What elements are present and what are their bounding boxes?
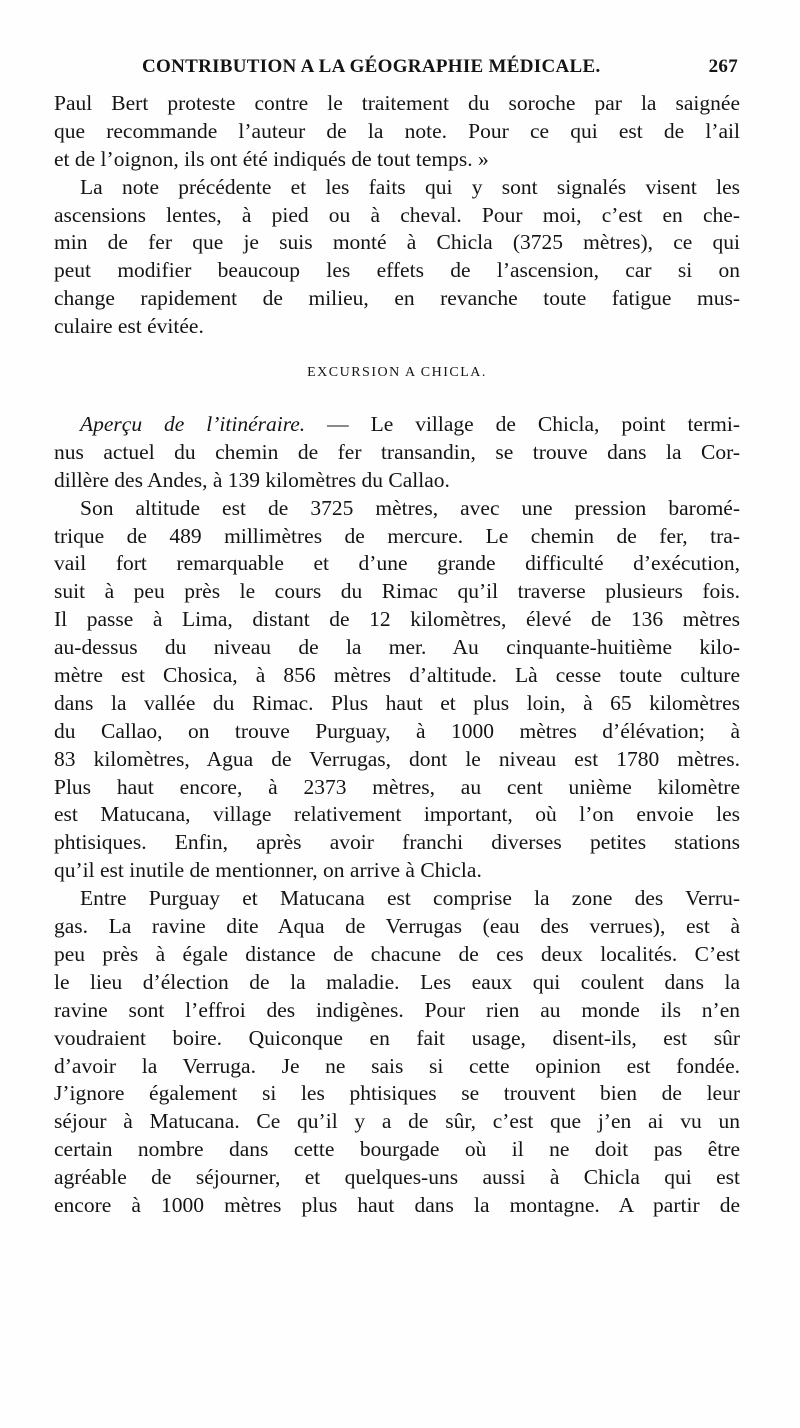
running-head xyxy=(142,56,738,84)
page-number: 267 xyxy=(708,56,738,77)
text-line: du Callao, on trouve Purguay, à 1000 mètres d’élévation; à xyxy=(54,718,740,743)
text-line: agréable de séjourner, et quelques-uns aussi à Chicla qui est xyxy=(54,1165,740,1190)
text-line: mètre est Chosica, à 856 mètres d’altitude. Là cesse toute culture xyxy=(54,663,740,688)
text-line: Entre Purguay et Matucana est comprise la zone des Verru- xyxy=(80,886,740,911)
text-line: encore à 1000 mètres plus haut dans la montagne. A partir de xyxy=(54,1192,740,1217)
body-text xyxy=(54,90,740,1220)
running-title: CONTRIBUTION A LA GÉOGRAPHIE MÉDICALE. xyxy=(142,56,601,77)
text-line: min de fer que je suis monté à Chicla (3725 mètres), ce qui xyxy=(54,230,740,255)
text-line: 83 kilomètres, Agua de Verrugas, dont le niveau est 1780 mètres. xyxy=(54,746,740,771)
subsection-heading: Aperçu de l’itinéraire. xyxy=(80,412,306,437)
text-line: J’ignore également si les phtisiques se trouvent bien de leur xyxy=(54,1081,740,1106)
text-line: que recommande l’auteur de la note. Pour ce qui est de l’ail xyxy=(54,118,740,143)
section-title: EXCURSION A CHICLA. xyxy=(307,365,487,381)
text-line: au-dessus du niveau de la mer. Au cinquante-huitième kilo- xyxy=(54,635,740,660)
text-line: Son altitude est de 3725 mètres, avec une pression baromé- xyxy=(80,495,740,520)
text-line: dillère des Andes, à 139 kilomètres du Callao. xyxy=(54,467,450,492)
text-line: qu’il est inutile de mentionner, on arrive à Chicla. xyxy=(54,858,482,883)
text-line: La note précédente et les faits qui y sont signalés visent les xyxy=(80,174,740,199)
text-line: ravine sont l’effroi des indigènes. Pour rien au monde ils n’en xyxy=(54,997,740,1022)
text-line: est Matucana, village relativement important, où l’on envoie les xyxy=(54,802,740,827)
text-line: le lieu d’élection de la maladie. Les eaux qui coulent dans la xyxy=(54,969,740,994)
text-line: séjour à Matucana. Ce qu’il y a de sûr, c’est que j’en ai vu un xyxy=(54,1109,740,1134)
text-line xyxy=(54,411,740,439)
text-line: et de l’oignon, ils ont été indiqués de tout temps. » xyxy=(54,146,489,171)
text-line: voudraient boire. Quiconque en fait usage, disent-ils, est sûr xyxy=(54,1025,740,1050)
text-line: dans la vallée du Rimac. Plus haut et plus loin, à 65 kilomètres xyxy=(54,690,740,715)
text-line: peu près à égale distance de chacune de ces deux localités. C’est xyxy=(54,941,740,966)
text-line: vail fort remarquable et d’une grande difficulté d’exécution, xyxy=(54,551,740,576)
text-line: Il passe à Lima, distant de 12 kilomètres, élevé de 136 mètres xyxy=(54,607,740,632)
text-line: certain nombre dans cette bourgade où il ne doit pas être xyxy=(54,1137,740,1162)
text-line: suit à peu près le cours du Rimac qu’il traverse plusieurs fois. xyxy=(54,579,740,604)
text-line: Plus haut encore, à 2373 mètres, au cent unième kilomètre xyxy=(54,774,740,799)
text-line-rest: — Le village de Chicla, point termi- xyxy=(305,412,740,437)
text-line: trique de 489 millimètres de mercure. Le chemin de fer, tra- xyxy=(54,523,740,548)
text-line: culaire est évitée. xyxy=(54,314,204,339)
text-line: gas. La ravine dite Aqua de Verrugas (eau des verrues), est à xyxy=(54,914,740,939)
text-line: Paul Bert proteste contre le traitement du soroche par la saignée xyxy=(54,91,740,115)
text-line: d’avoir la Verruga. Je ne sais si cette opinion est fondée. xyxy=(54,1053,740,1078)
text-line: ascensions lentes, à pied ou à cheval. Pour moi, c’est en che- xyxy=(54,202,740,227)
text-line: change rapidement de milieu, en revanche toute fatigue mus- xyxy=(54,286,740,311)
text-line: phtisiques. Enfin, après avoir franchi diverses petites stations xyxy=(54,830,740,855)
text-line: peut modifier beaucoup les effets de l’ascension, car si on xyxy=(54,258,740,283)
text-line: nus actuel du chemin de fer transandin, se trouve dans la Cor- xyxy=(54,439,740,464)
